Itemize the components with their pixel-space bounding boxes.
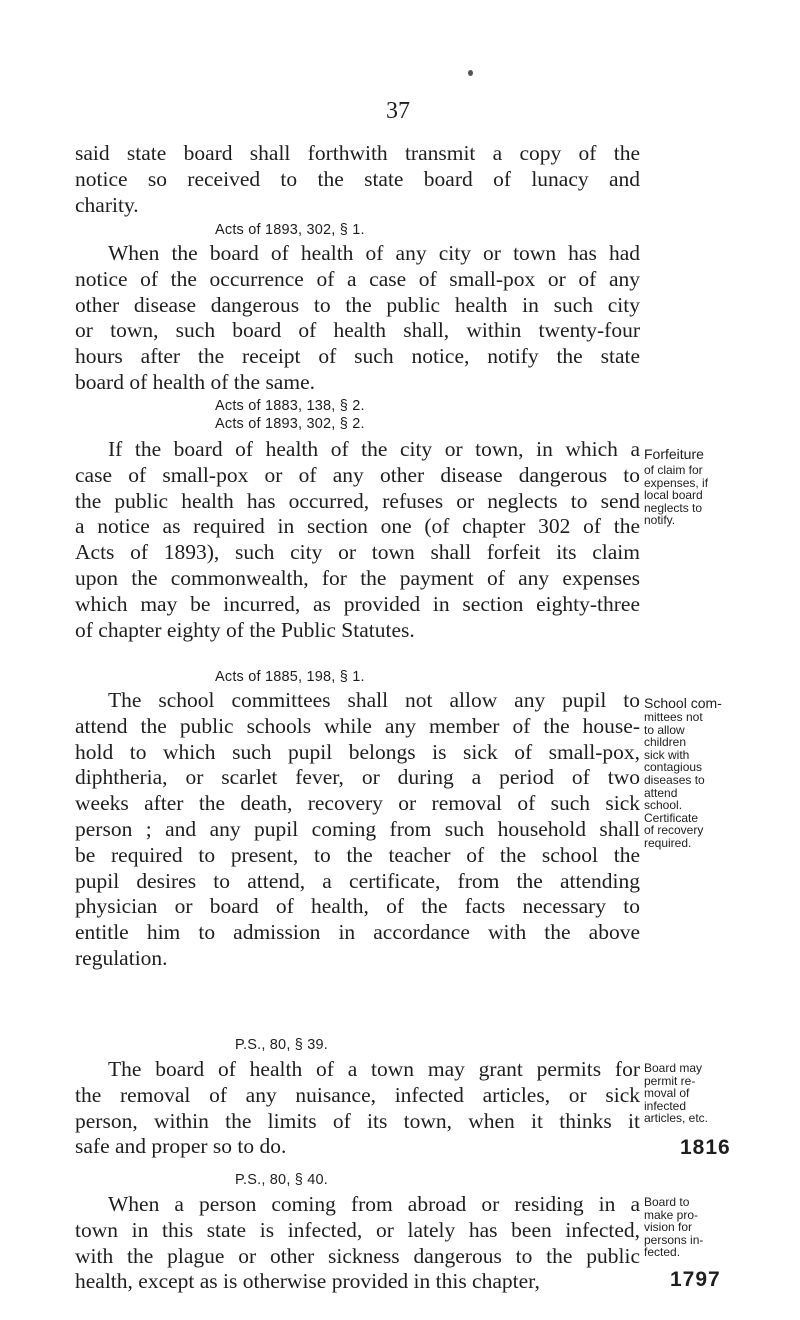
margin-note-line: neglects to — [644, 500, 703, 515]
text-line: The board of health of a town may grant permits for — [108, 1057, 640, 1081]
text-line: be required to present, to the teacher of the school the — [75, 842, 640, 867]
margin-note — [644, 1196, 794, 1259]
margin-note-line: expenses, if — [644, 475, 709, 490]
margin-note-line: sick with — [644, 747, 690, 762]
text-line: person ; and any pupil coming from such household shall — [75, 816, 640, 841]
margin-note-line: make pro- — [644, 1207, 699, 1222]
text-line: hours after the receipt of such notice, notify the state — [75, 344, 640, 369]
margin-note-line: articles, etc. — [644, 1111, 709, 1126]
text-line: The school committees shall not allow any pupil to — [108, 688, 640, 712]
margin-note-line: vision for — [644, 1220, 693, 1235]
text-line: with the plague or other sickness dangerous to the public — [75, 1243, 640, 1268]
margin-note — [644, 1062, 794, 1125]
text-line: health, except as is otherwise provided in this chapter, — [75, 1269, 540, 1294]
text-line: pupil desires to attend, a certificate, from the attending — [75, 868, 640, 893]
citation: Acts of 1893, 302, § 2. — [215, 416, 365, 432]
margin-note-line: Board to — [644, 1195, 690, 1209]
paragraph — [75, 1192, 640, 1295]
text-line: or town, such board of health shall, within twenty-four — [75, 318, 640, 343]
text-line: town in this state is infected, or lately has been infected, — [75, 1217, 640, 1242]
page-number: 37 — [386, 98, 410, 124]
text-line: diphtheria, or scarlet fever, or during a period of two — [75, 765, 640, 790]
citation: Acts of 1885, 198, § 1. — [215, 669, 365, 685]
margin-note-line: Board may — [644, 1061, 703, 1075]
paragraph — [75, 688, 640, 972]
text-line: weeks after the death, recovery or removal of such sick — [75, 791, 640, 816]
marginal-number: 1797 — [670, 1268, 721, 1291]
text-line: physician or board of health, of the facts necessary to — [75, 894, 640, 919]
ink-mark — [468, 70, 473, 76]
text-line: When the board of health of any city or town has had — [108, 241, 640, 265]
citation: P.S., 80, § 40. — [235, 1172, 329, 1188]
text-line: a notice as required in section one (of chapter 302 of the — [75, 514, 640, 539]
margin-note-line: notify. — [644, 513, 676, 528]
text-line: notice of the occurrence of a case of small-pox or of any — [75, 266, 640, 291]
margin-note-line: local board — [644, 488, 703, 503]
margin-note-line: required. — [644, 835, 692, 850]
text-line: the removal of any nuisance, infected articles, or sick — [75, 1082, 640, 1107]
paragraph — [75, 437, 640, 643]
text-line: When a person coming from abroad or residing in a — [108, 1192, 640, 1216]
margin-note-line: persons in- — [644, 1232, 704, 1247]
margin-note-line: Certificate — [644, 810, 699, 825]
margin-note — [644, 696, 794, 850]
margin-note-line: diseases to — [644, 772, 705, 787]
margin-note-line: Forfeiture — [644, 446, 704, 462]
citation: P.S., 80, § 39. — [235, 1037, 329, 1053]
margin-note — [644, 447, 794, 527]
margin-note-line: of recovery — [644, 823, 704, 838]
citation: Acts of 1883, 138, § 2. — [215, 398, 365, 414]
margin-note-line: to allow — [644, 722, 685, 737]
margin-note-line: moval of — [644, 1086, 690, 1101]
text-line: of chapter eighty of the Public Statutes. — [75, 617, 415, 642]
margin-note-line: contagious — [644, 760, 703, 775]
margin-note-line: mittees not — [644, 710, 703, 724]
text-line: notice so received to the state board of lunacy and — [75, 166, 640, 191]
text-line: said state board shall forthwith transmit a copy of the — [75, 141, 640, 165]
margin-note-line: of claim for — [644, 463, 703, 477]
text-line: regulation. — [75, 945, 168, 970]
text-line: which may be incurred, as provided in section eighty-three — [75, 591, 640, 616]
text-line: the public health has occurred, refuses or neglects to send — [75, 488, 640, 513]
margin-note-line: fected. — [644, 1245, 681, 1260]
text-line: Acts of 1893), such city or town shall forfeit its claim — [75, 540, 640, 565]
margin-note-line: school. — [644, 798, 683, 813]
paragraph — [75, 141, 640, 218]
text-line: attend the public schools while any member of the house- — [75, 713, 640, 738]
text-line: charity. — [75, 192, 139, 217]
marginal-number: 1816 — [680, 1136, 731, 1159]
margin-note-line: permit re- — [644, 1073, 696, 1088]
text-line: other disease dangerous to the public health in such city — [75, 292, 640, 317]
text-line: safe and proper so to do. — [75, 1134, 287, 1159]
citation: Acts of 1893, 302, § 1. — [215, 222, 365, 238]
margin-note-line: children — [644, 735, 687, 750]
text-line: hold to which such pupil belongs is sick of small-pox, — [75, 739, 640, 764]
margin-note-line: attend — [644, 785, 678, 800]
margin-note-line: School com- — [644, 695, 722, 711]
text-line: upon the commonwealth, for the payment of any expenses — [75, 565, 640, 590]
text-line: entitle him to admission in accordance with the above — [75, 920, 640, 945]
paragraph — [75, 241, 640, 396]
margin-note-line: infected — [644, 1098, 687, 1113]
text-line: person, within the limits of its town, when it thinks it — [75, 1108, 640, 1133]
text-line: case of small-pox or of any other disease dangerous to — [75, 462, 640, 487]
text-line: board of health of the same. — [75, 369, 315, 394]
paragraph — [75, 1057, 640, 1160]
text-line: If the board of health of the city or town, in which a — [108, 437, 640, 461]
